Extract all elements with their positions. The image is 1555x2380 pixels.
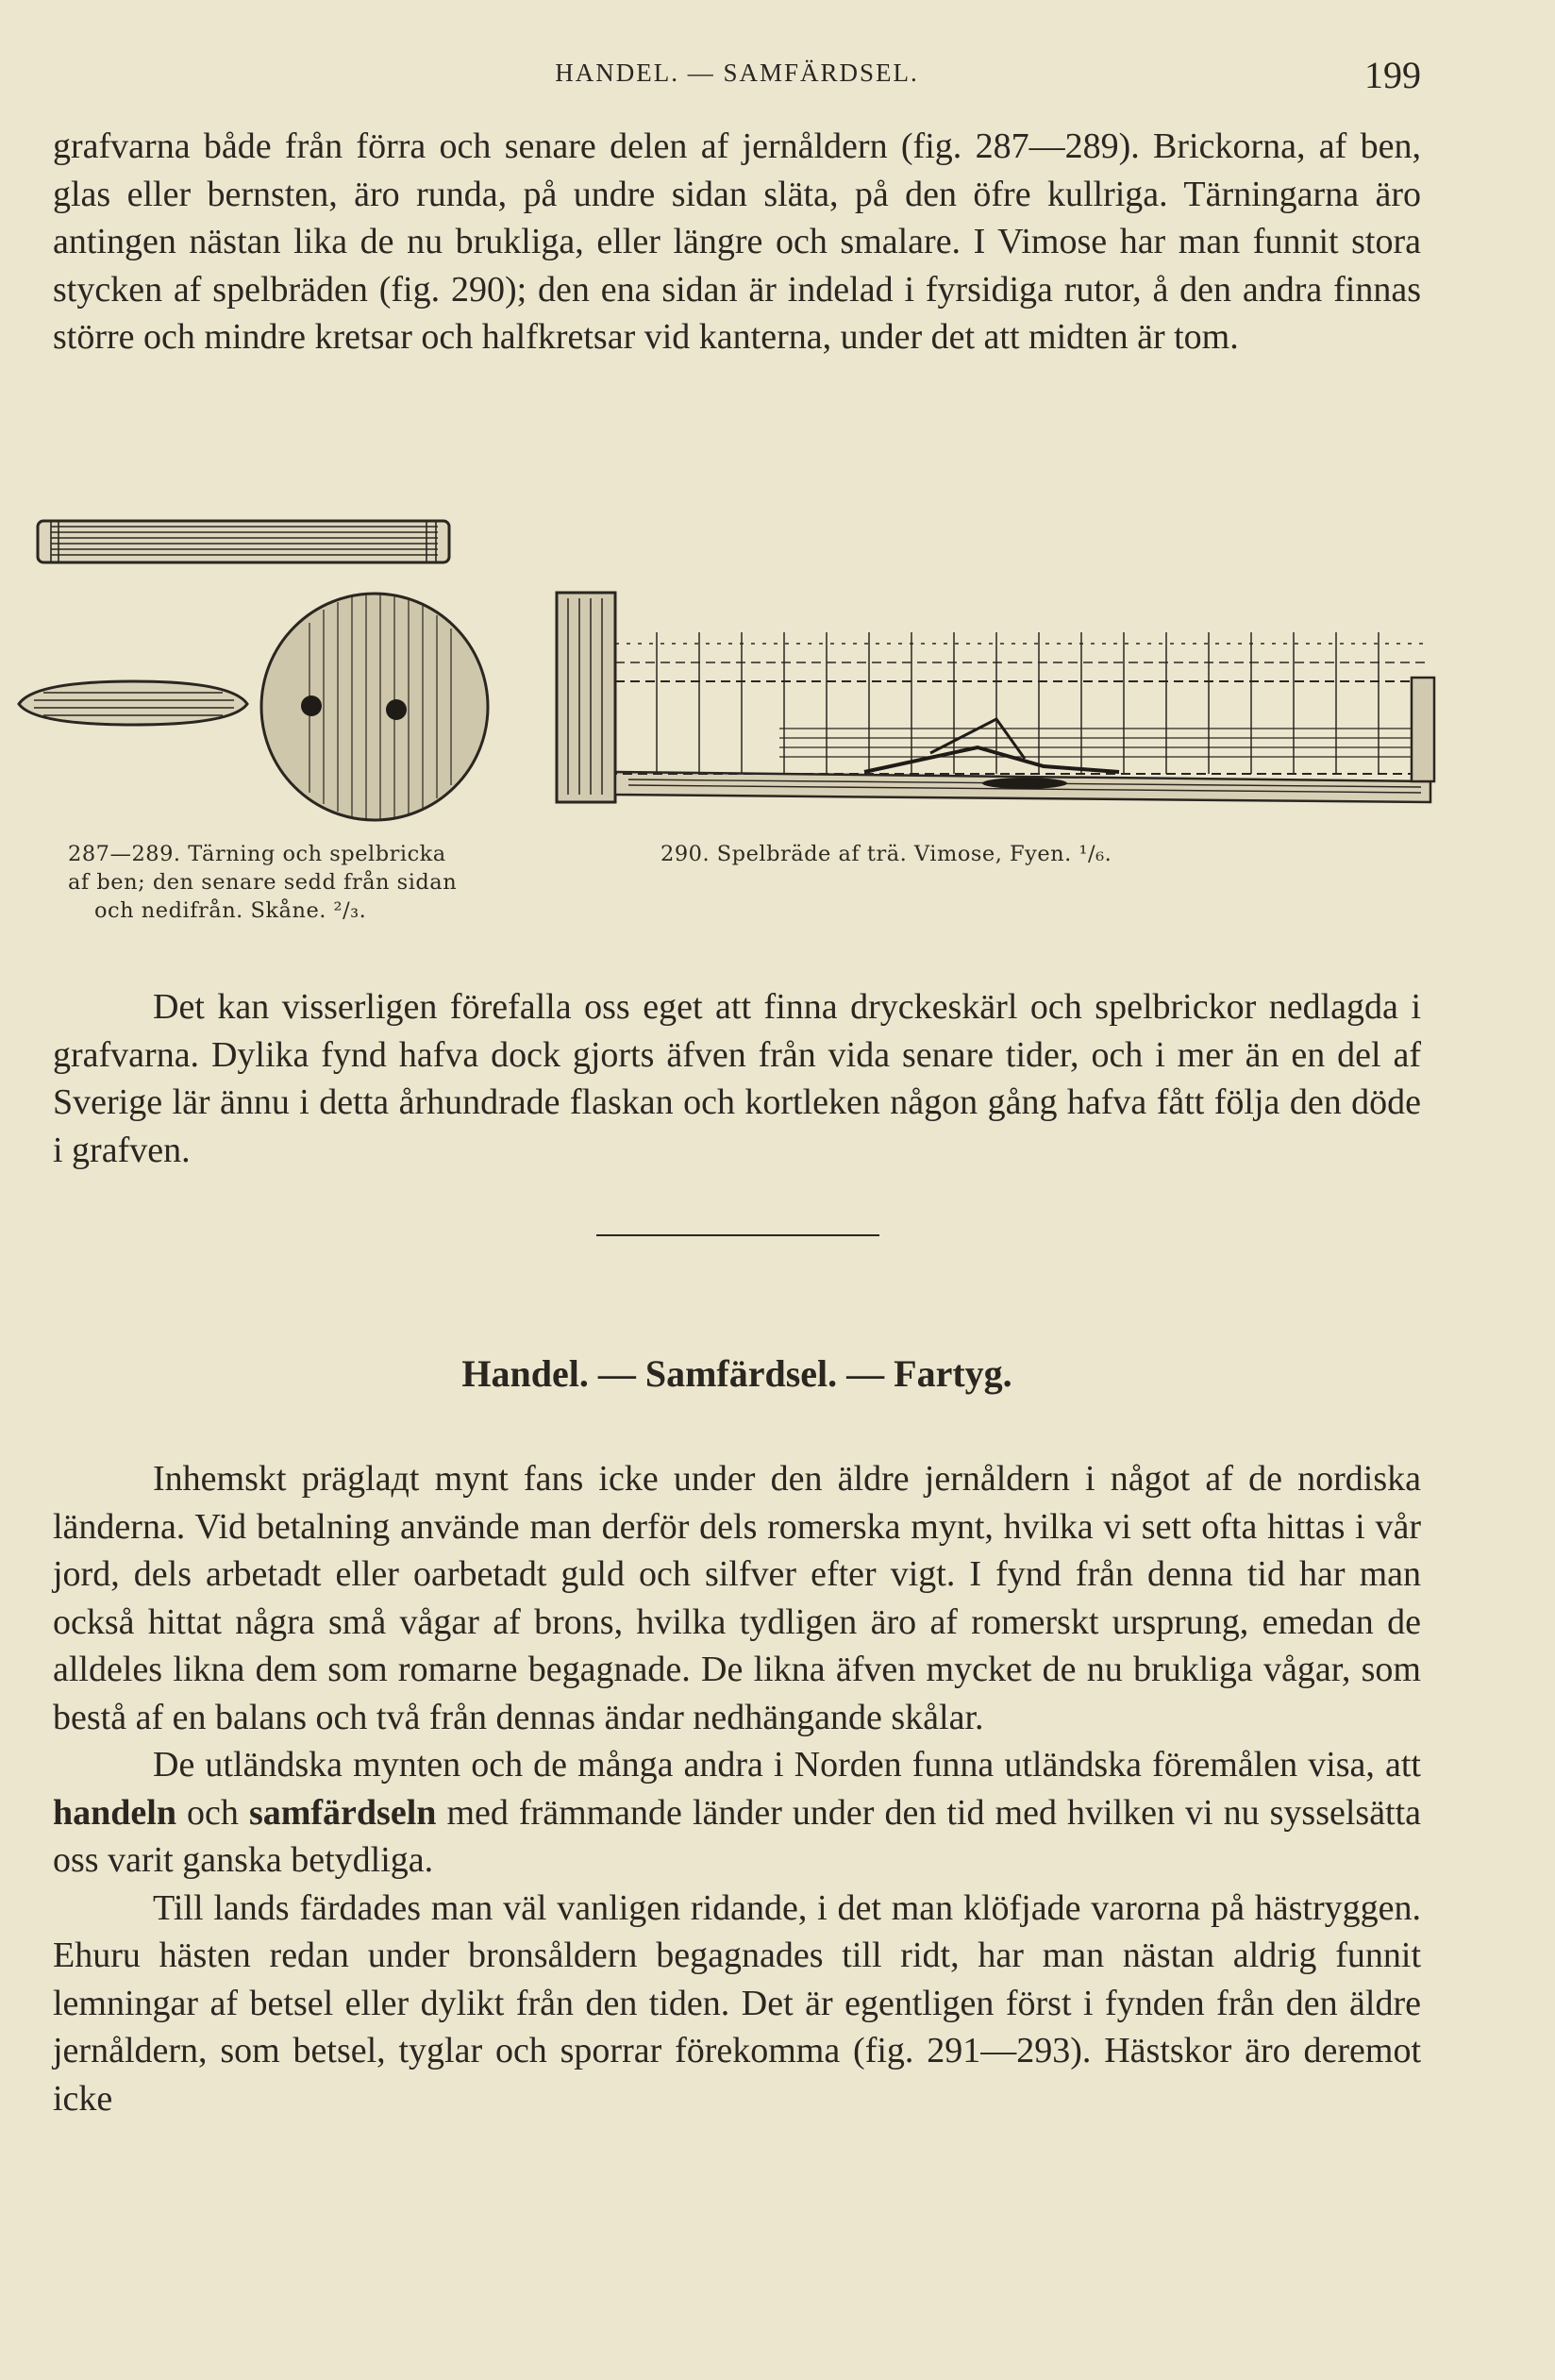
section-paragraph-2 (53, 1741, 1421, 1885)
figure-290-caption: 290. Spelbräde af trä. Vimose, Fyen. ¹/₆. (660, 842, 1112, 866)
figure-287-289-caption (68, 840, 457, 925)
section-heading: Handel. — Samfärdsel. — Fartyg. (461, 1352, 1012, 1395)
section-body (53, 1455, 1421, 2122)
paragraph-2-text: Det kan visserligen förefalla oss eget att finna dryckeskärl och spelbrickor nedlagda i grafvarna. Dylika fynd hafva dock gjorts äfven från vida senare tider, och i mer än en del af Sverige lär ännu i detta århundrade flaskan och kortleken någon gång hafva fått följa den döde i grafven. (53, 987, 1421, 1170)
section-divider (596, 1234, 879, 1236)
figure-287-die (32, 510, 457, 576)
figure-290-game-board (553, 587, 1444, 813)
paragraph-2-part-1: De utländska mynten och de många andra i Norden funna utländska föremålen visa, att (153, 1745, 1421, 1785)
page-number: 199 (1364, 54, 1421, 96)
caption-line: 287—289. Tärning och spelbricka (68, 842, 446, 866)
caption-line: af ben; den senare sedd från sidan (68, 870, 458, 895)
section-paragraph-3: Till lands färdades man väl vanligen ridande, i det man klöfjade varorna på hästryggen. Ehuru hästen redan under bronsåldern begagnades till ridt, har man nästan aldrig funnit lemningar af betsel eller dylikt från den tiden. Det är egentligen först i fynden från den äldre jernåldern, som betsel, tyglar och sporrar förekomma (fig. 291—293). Hästskor äro deremot icke (53, 1887, 1421, 2119)
intro-paragraph (53, 123, 1421, 361)
emphasis-samfardseln: samfärdseln (248, 1792, 437, 1833)
figure-288-counter-side (15, 676, 251, 732)
caption-line: och nedifrån. Skåne. ²/₃. (94, 898, 367, 923)
paragraph-2-part-3: med främmande länder under den tid med hvilken vi nu sysselsätta oss varit ganska betydliga. (53, 1792, 1422, 1880)
running-head: HANDEL. — SAMFÄRDSEL. (555, 59, 919, 87)
section-paragraph-1: Inhemskt präglадt mynt fans icke under den äldre jernåldern i något af de nordiska länderna. Vid betalning använde man derför dels romerska mynt, hvilka vi sett ofta hittas i vår jord, dels arbetadt eller oarbetadt guld och silfver efter vigt. I fynd från denna tid har man också hittat några små vågar af brons, hvilka tydligen äro af romerskt ursprung, emedan de alldeles likna dem som romarne begagnade. De likna äfven mycket de nu brukliga vågar, som bestå af en balans och två från dennas ändar nedhängande skålar. (53, 1459, 1421, 1737)
paragraph-2-part-2: och (187, 1792, 239, 1833)
emphasis-handeln: handeln (53, 1792, 176, 1833)
intro-paragraph-text: grafvarna både från förra och senare delen af jernåldern (fig. 287—289). Brickorna, af ben, glas eller bernsten, äro runda, på undre sidan släta, på den öfre kullriga. Tärningarna äro antingen nästan lika de nu brukliga, eller längre och smalare. I Vimose har man funnit stora stycken af spelbräden (fig. 290); den ena sidan är indelad i fyrsidiga rutor, å den andra finnas större och mindre kretsar och halfkretsar vid kanterna, under det att midten är tom. (53, 126, 1421, 357)
figure-289-counter-bottom (253, 585, 496, 829)
paragraph-2 (53, 983, 1421, 1174)
